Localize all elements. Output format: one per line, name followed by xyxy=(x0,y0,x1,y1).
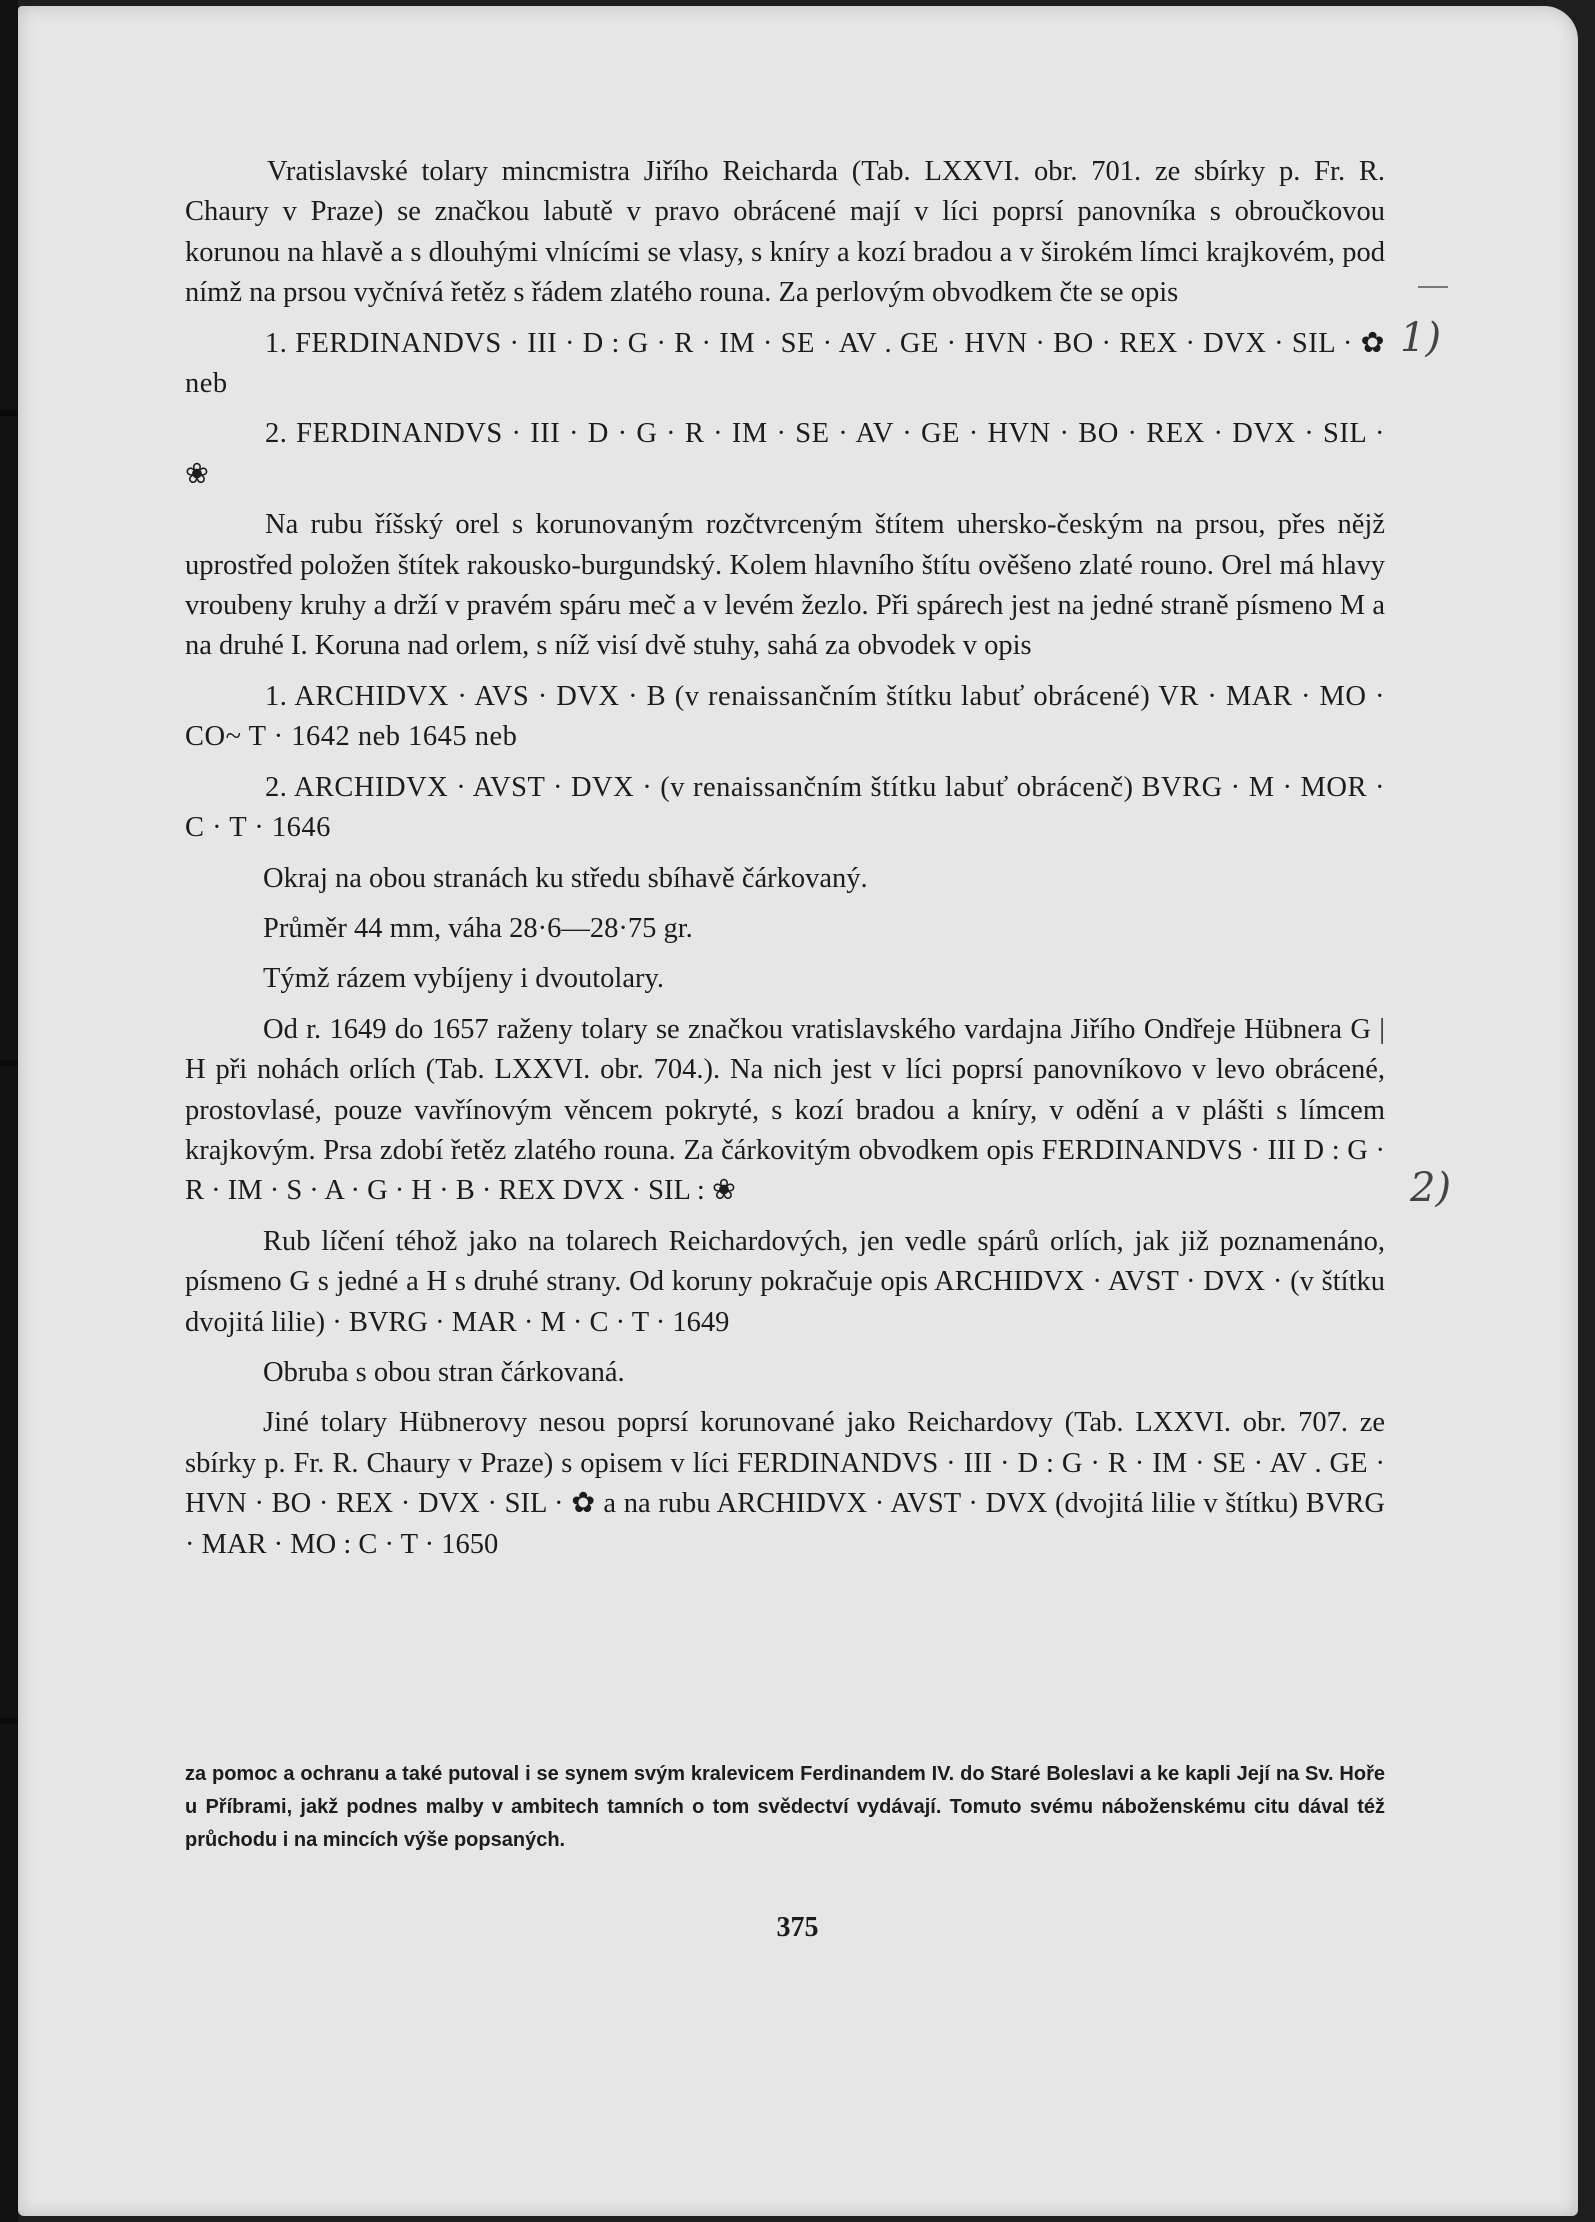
margin-note-2: 2) xyxy=(1410,1165,1452,1211)
inscription-reverse-2: 2. ARCHIDVX · AVST · DVX · (v renaissančním štítku labuť obrácenč) BVRG · M · MOR · C · T · 1646 xyxy=(185,771,1385,844)
paragraph-diameter-weight: Průměr 44 mm, váha 28·6—28·75 gr. xyxy=(263,912,693,944)
paragraph-reichard-intro: Vratislavské tolary mincmistra Jiřího Reicharda (Tab. LXXVI. obr. 701. ze sbírky p. Fr. R. Chaury v Praze) se značkou labutě v pravo obrácené mají v líci poprsí panovníka s obroučkovou korunou na hlavě a s dlouhými vlnícími se vlasy, s kníry a kozí bradou a v širokém límci krajkovém, pod nímž na prsou vyčnívá řetěz s řádem zlatého rouna. Za perlovým obvodkem čte se opis xyxy=(185,156,1385,309)
page-number: 375 xyxy=(776,1912,819,1943)
paragraph-other-hubner-thalers: Jiné tolary Hübnerovy nesou poprsí korunované jako Reichardovy (Tab. LXXVI. obr. 707. ze sbírky p. Fr. R. Chaury v Praze) s opisem v líci FERDINANDVS · III · D : G · R · IM · SE · AV . GE · HVN · BO · REX · DVX · SIL · ✿ a na rubu ARCHIDVX · AVST · DVX (dvojitá lilie v štítku) BVRG · MAR · MO : C · T · 1650 xyxy=(185,1407,1385,1560)
inscription-obverse-1: 1. FERDINANDVS · III · D : G · R · IM · SE · AV . GE · HVN · BO · REX · DVX · SIL · ✿ neb xyxy=(185,327,1385,400)
paragraph-hubner-reverse: Rub líčení téhož jako na tolarech Reichardových, jen vedle spárů orlích, jak již poznamenáno, písmeno G s jedné a H s druhé strany. Od koruny pokračuje opis ARCHIDVX · AVST · DVX · (v štítku dvojitá lilie) · BVRG · MAR · M · C · T · 1649 xyxy=(185,1225,1385,1338)
inscription-reverse-1: 1. ARCHIDVX · AVS · DVX · B (v renaissančním štítku labuť obrácené) VR · MAR · MO · CO~ T · 1642 neb 1645 neb xyxy=(185,680,1385,753)
paragraph-rim: Obruba s obou stran čárkovaná. xyxy=(263,1356,625,1388)
margin-note-1: 1) xyxy=(1400,315,1442,361)
inscription-obverse-2: 2. FERDINANDVS · III · D · G · R · IM · SE · AV · GE · HVN · BO · REX · DVX · SIL · ❀ xyxy=(185,418,1385,490)
main-text xyxy=(185,152,1385,1565)
paragraph-hubner-thalers: Od r. 1649 do 1657 raženy tolary se značkou vratislavského vardajna Jiřího Ondřeje Hübnera G | H při nohách orlích (Tab. LXXVI. obr. 704.). Na nich jest v líci poprsí panovníkovo v levo obrácené, prostovlasé, pouze vavřínovým věncem pokryté, s kozí bradou a kníry, v odění a v plášti s límcem krajkovým. Prsa zdobí řetěz zlatého rouna. Za čárkovitým obvodkem opis FERDINANDVS · III D : G · R · IM · S · A · G · H · B · REX DVX · SIL : ❀ xyxy=(185,1013,1385,1207)
book-binding-edge xyxy=(0,0,18,2222)
paragraph-reverse-description: Na rubu říšský orel s korunovaným rozčtvrceným štítem uhersko-českým na prsou, přes nějž uprostřed položen štítek rakousko-burgundský. Kolem hlavního štítu ověšeno zlaté rouno. Orel má hlavy vroubeny kruhy a drží v pravém spáru meč a v levém žezlo. Při spárech jest na jedné straně písmeno M a na druhé I. Koruna nad orlem, s níž visí dvě stuhy, sahá za obvodek v opis xyxy=(185,509,1385,662)
paragraph-edge: Okraj na obou stranách ku středu sbíhavě čárkovaný. xyxy=(263,862,868,894)
pencil-mark xyxy=(1418,286,1448,288)
footnote: za pomoc a ochranu a také putoval i se synem svým kralevicem Ferdinandem IV. do Staré Boleslavi a ke kapli Její na Sv. Hoře u Příbrami, jakž podnes malby v ambitech tamních o tom svědectví vydávají. Tomuto svému náboženskému citu dával též průchodu i na mincích výše popsaných. xyxy=(185,1763,1385,1851)
paragraph-double-thalers: Týmž rázem vybíjeny i dvoutolary. xyxy=(263,963,664,995)
